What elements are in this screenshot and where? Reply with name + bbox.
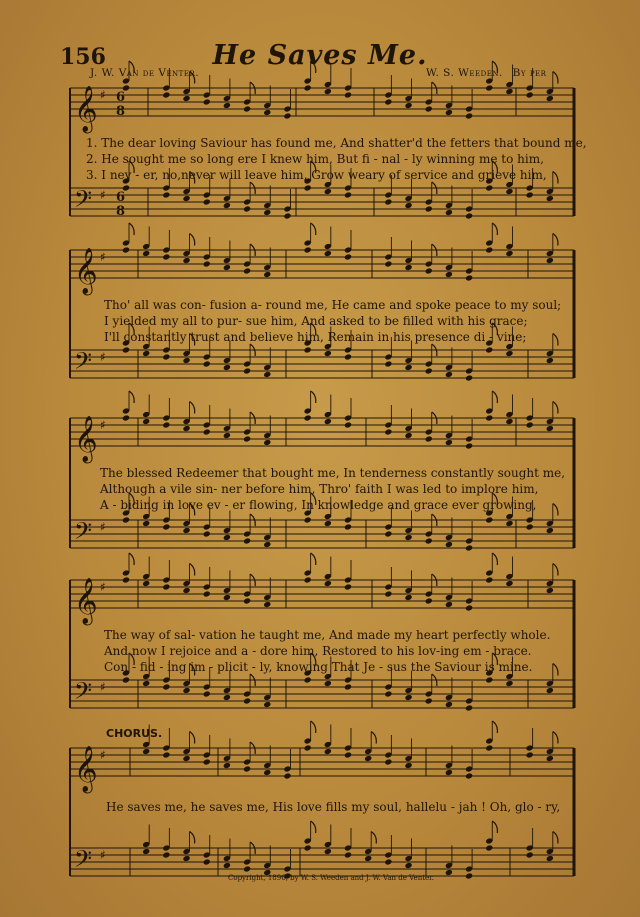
note-head: [142, 848, 150, 855]
note-head: [384, 858, 392, 865]
note-head: [425, 537, 433, 544]
note-head: [384, 360, 392, 367]
lyric-line: Although a vile sin- ner before him, Thro' faith I was led to implore him,: [100, 482, 539, 496]
lyric-line: A - biding in love ev - er flowing, In knowledge and grace ever growing,: [100, 498, 537, 512]
note-head: [243, 597, 251, 604]
note-head: [465, 274, 473, 281]
bass-clef-icon: 𝄢: [74, 845, 93, 878]
note-head: [546, 755, 554, 762]
note-head: [384, 98, 392, 105]
note-head: [203, 758, 211, 765]
note-head: [182, 425, 190, 432]
bass-clef-icon: 𝄢: [74, 677, 93, 710]
note-flag: [553, 564, 558, 576]
note-flag: [190, 402, 195, 414]
note-head: [223, 202, 231, 209]
note-head: [526, 421, 534, 428]
note-head: [384, 690, 392, 697]
bass-clef-icon: 𝄢: [74, 517, 93, 550]
note-head: [203, 590, 211, 597]
note-head: [304, 84, 312, 91]
note-head: [425, 435, 433, 442]
note-head: [122, 516, 130, 523]
note-head: [425, 367, 433, 374]
note-head: [142, 580, 150, 587]
note-head: [485, 844, 493, 851]
note-head: [404, 594, 412, 601]
note-head: [485, 184, 493, 191]
lyric-line: Tho' all was con- fusion a- round me, He came and spoke peace to my soul;: [104, 298, 562, 312]
note-head: [243, 205, 251, 212]
note-head: [445, 109, 453, 116]
note-head: [162, 583, 170, 590]
note-head: [263, 109, 271, 116]
note-head: [505, 88, 513, 95]
note-head: [465, 442, 473, 449]
note-flag: [553, 504, 558, 516]
note-head: [182, 257, 190, 264]
note-head: [223, 264, 231, 271]
note-head: [404, 762, 412, 769]
note-head: [465, 604, 473, 611]
note-head: [546, 855, 554, 862]
note-head: [162, 421, 170, 428]
note-flag: [190, 732, 195, 744]
note-flag: [311, 61, 316, 73]
note-head: [465, 704, 473, 711]
note-head: [344, 683, 352, 690]
note-head: [263, 541, 271, 548]
note-head: [384, 428, 392, 435]
note-flag: [311, 553, 316, 565]
note-head: [505, 250, 513, 257]
lyric-line: I'll constantly trust and believe him, Remain in his presence di - vine;: [104, 330, 527, 344]
note-head: [546, 687, 554, 694]
note-head: [263, 209, 271, 216]
note-head: [404, 534, 412, 541]
note-head: [404, 102, 412, 109]
note-head: [445, 769, 453, 776]
note-head: [203, 360, 211, 367]
sharp-icon: ♯: [100, 580, 106, 594]
note-flag: [129, 61, 134, 73]
note-head: [465, 772, 473, 779]
lyric-line: I yielded my all to pur- sue him, And asked to be filled with his grace;: [104, 314, 528, 328]
note-head: [223, 102, 231, 109]
note-head: [223, 594, 231, 601]
note-head: [546, 587, 554, 594]
note-head: [344, 91, 352, 98]
note-head: [445, 209, 453, 216]
note-head: [324, 748, 332, 755]
note-head: [162, 91, 170, 98]
note-head: [404, 202, 412, 209]
note-head: [404, 264, 412, 271]
note-head: [485, 576, 493, 583]
note-head: [223, 432, 231, 439]
note-head: [162, 683, 170, 690]
note-head: [263, 769, 271, 776]
copyright-notice: Copyright, 1896, by W. S. Weeden and J. W. Van de Venter.: [228, 874, 434, 882]
note-flag: [492, 391, 497, 403]
note-head: [546, 357, 554, 364]
note-head: [425, 267, 433, 274]
time-signature: 6: [116, 190, 126, 205]
note-head: [142, 520, 150, 527]
note-head: [304, 184, 312, 191]
note-head: [505, 520, 513, 527]
note-flag: [492, 821, 497, 833]
page-number: 156: [60, 44, 106, 70]
note-head: [344, 583, 352, 590]
note-head: [505, 188, 513, 195]
note-head: [304, 516, 312, 523]
note-head: [283, 112, 291, 119]
note-head: [425, 697, 433, 704]
note-head: [203, 858, 211, 865]
sharp-icon: ♯: [100, 748, 106, 762]
note-head: [404, 694, 412, 701]
note-head: [223, 762, 231, 769]
note-head: [324, 350, 332, 357]
note-head: [445, 439, 453, 446]
note-head: [243, 267, 251, 274]
note-head: [384, 590, 392, 597]
note-flag: [190, 234, 195, 246]
note-head: [344, 191, 352, 198]
note-head: [304, 676, 312, 683]
note-head: [162, 523, 170, 530]
note-flag: [553, 172, 558, 184]
note-head: [324, 188, 332, 195]
note-head: [505, 680, 513, 687]
note-head: [526, 851, 534, 858]
note-head: [526, 751, 534, 758]
note-head: [162, 253, 170, 260]
hymn-title: He Saves Me.: [212, 40, 428, 71]
note-head: [344, 253, 352, 260]
note-head: [344, 751, 352, 758]
lyric-line: The way of sal- vation he taught me, And made my heart perfectly whole.: [104, 628, 551, 642]
note-flag: [492, 61, 497, 73]
time-signature: 8: [116, 204, 126, 219]
note-head: [344, 851, 352, 858]
note-head: [142, 680, 150, 687]
note-head: [223, 364, 231, 371]
note-head: [203, 198, 211, 205]
treble-clef-icon: 𝄞: [74, 248, 98, 294]
note-flag: [311, 721, 316, 733]
note-head: [122, 346, 130, 353]
lyric-line: The blessed Redeemer that bought me, In tenderness constantly sought me,: [100, 466, 566, 480]
sharp-icon: ♯: [100, 418, 106, 432]
note-head: [263, 271, 271, 278]
note-head: [304, 246, 312, 253]
note-head: [425, 597, 433, 604]
note-flag: [553, 234, 558, 246]
note-head: [162, 851, 170, 858]
note-flag: [129, 553, 134, 565]
note-head: [162, 751, 170, 758]
note-head: [364, 755, 372, 762]
treble-clef-icon: 𝄞: [74, 416, 98, 462]
note-head: [182, 357, 190, 364]
note-head: [243, 367, 251, 374]
note-head: [263, 701, 271, 708]
note-head: [283, 772, 291, 779]
note-head: [425, 205, 433, 212]
note-head: [243, 105, 251, 112]
note-head: [122, 246, 130, 253]
note-flag: [553, 334, 558, 346]
sharp-icon: ♯: [100, 250, 106, 264]
note-head: [344, 421, 352, 428]
note-head: [465, 374, 473, 381]
note-head: [243, 865, 251, 872]
time-signature: 8: [116, 104, 126, 119]
lyric-line: 3. I nev - er, no,never will leave him, Grow weary of service and grieve him,: [86, 168, 547, 182]
note-head: [324, 680, 332, 687]
note-head: [304, 844, 312, 851]
note-head: [223, 694, 231, 701]
note-flag: [190, 564, 195, 576]
time-signature: 6: [116, 90, 126, 105]
note-head: [404, 432, 412, 439]
note-flag: [129, 223, 134, 235]
composer-note: By per: [512, 67, 547, 79]
note-head: [425, 105, 433, 112]
note-head: [445, 271, 453, 278]
note-head: [324, 88, 332, 95]
sharp-icon: ♯: [100, 848, 106, 862]
note-head: [546, 95, 554, 102]
sharp-icon: ♯: [100, 350, 106, 364]
note-head: [122, 576, 130, 583]
lyric-line: 1. The dear loving Saviour has found me, And shatter'd the fetters that bound me,: [86, 136, 587, 150]
note-head: [505, 350, 513, 357]
note-head: [182, 755, 190, 762]
note-flag: [492, 553, 497, 565]
note-head: [263, 439, 271, 446]
lyric-line: And now I rejoice and a - dore him, Restored to his lov-ing em - brace.: [104, 644, 532, 658]
sharp-icon: ♯: [100, 88, 106, 102]
note-head: [404, 364, 412, 371]
note-head: [243, 537, 251, 544]
note-head: [203, 260, 211, 267]
note-head: [223, 534, 231, 541]
note-head: [485, 414, 493, 421]
note-head: [344, 353, 352, 360]
note-head: [485, 346, 493, 353]
note-flag: [129, 391, 134, 403]
sharp-icon: ♯: [100, 188, 106, 202]
note-head: [182, 195, 190, 202]
note-head: [465, 872, 473, 879]
note-head: [445, 869, 453, 876]
note-head: [526, 523, 534, 530]
note-head: [283, 212, 291, 219]
note-head: [203, 428, 211, 435]
note-head: [203, 530, 211, 537]
note-head: [505, 580, 513, 587]
note-head: [182, 855, 190, 862]
note-flag: [311, 821, 316, 833]
note-head: [304, 346, 312, 353]
note-head: [485, 84, 493, 91]
note-flag: [553, 72, 558, 84]
note-head: [324, 848, 332, 855]
note-head: [445, 701, 453, 708]
note-head: [142, 250, 150, 257]
note-flag: [492, 721, 497, 733]
note-head: [243, 765, 251, 772]
note-head: [142, 418, 150, 425]
sharp-icon: ♯: [100, 520, 106, 534]
note-flag: [553, 402, 558, 414]
note-head: [203, 690, 211, 697]
note-head: [465, 212, 473, 219]
note-head: [546, 257, 554, 264]
bass-clef-icon: 𝄢: [74, 347, 93, 380]
note-head: [526, 91, 534, 98]
note-head: [142, 748, 150, 755]
note-head: [142, 350, 150, 357]
note-head: [182, 527, 190, 534]
note-head: [485, 516, 493, 523]
note-head: [304, 414, 312, 421]
note-flag: [190, 832, 195, 844]
treble-clef-icon: 𝄞: [74, 578, 98, 624]
lyric-line: He saves me, he saves me, His love fills my soul, hallelu - jah ! Oh, glo - ry,: [106, 800, 561, 814]
note-head: [182, 587, 190, 594]
treble-clef-icon: 𝄞: [74, 746, 98, 792]
note-head: [485, 744, 493, 751]
treble-clef-icon: 𝄞: [74, 86, 98, 132]
note-head: [243, 435, 251, 442]
note-head: [324, 580, 332, 587]
note-flag: [190, 72, 195, 84]
note-flag: [492, 223, 497, 235]
note-head: [505, 418, 513, 425]
note-head: [162, 353, 170, 360]
note-flag: [553, 664, 558, 676]
note-flag: [371, 832, 376, 844]
note-head: [324, 520, 332, 527]
bass-clef-icon: 𝄢: [74, 185, 93, 218]
note-head: [324, 250, 332, 257]
chorus-label: CHORUS.: [106, 727, 163, 740]
note-head: [465, 112, 473, 119]
note-head: [384, 758, 392, 765]
note-head: [485, 246, 493, 253]
note-head: [404, 862, 412, 869]
note-flag: [553, 832, 558, 844]
note-head: [384, 530, 392, 537]
note-head: [122, 676, 130, 683]
note-head: [182, 95, 190, 102]
note-head: [445, 601, 453, 608]
note-head: [364, 855, 372, 862]
note-head: [526, 191, 534, 198]
note-head: [384, 198, 392, 205]
note-head: [384, 260, 392, 267]
note-head: [182, 687, 190, 694]
note-head: [485, 676, 493, 683]
note-head: [223, 862, 231, 869]
note-head: [122, 414, 130, 421]
note-head: [304, 744, 312, 751]
lyric-line: Con - fid - ing im - plicit - ly, knowing That Je - sus the Saviour is mine.: [104, 660, 533, 674]
note-flag: [311, 223, 316, 235]
note-flag: [553, 732, 558, 744]
note-head: [263, 371, 271, 378]
lyric-line: 2. He sought me so long ere I knew him, But fi - nal - ly winning me to him,: [86, 152, 544, 166]
note-head: [203, 98, 211, 105]
note-head: [546, 425, 554, 432]
note-head: [546, 195, 554, 202]
composer-name: W. S. Weeden.: [426, 67, 503, 79]
note-head: [445, 371, 453, 378]
note-head: [344, 523, 352, 530]
sharp-icon: ♯: [100, 680, 106, 694]
note-head: [546, 527, 554, 534]
note-head: [304, 576, 312, 583]
note-head: [324, 418, 332, 425]
lyricist-credit: J. W. Van de Venter.: [90, 67, 200, 79]
note-head: [465, 544, 473, 551]
note-head: [162, 191, 170, 198]
note-head: [445, 541, 453, 548]
note-flag: [371, 732, 376, 744]
note-head: [263, 601, 271, 608]
note-flag: [311, 391, 316, 403]
note-head: [243, 697, 251, 704]
